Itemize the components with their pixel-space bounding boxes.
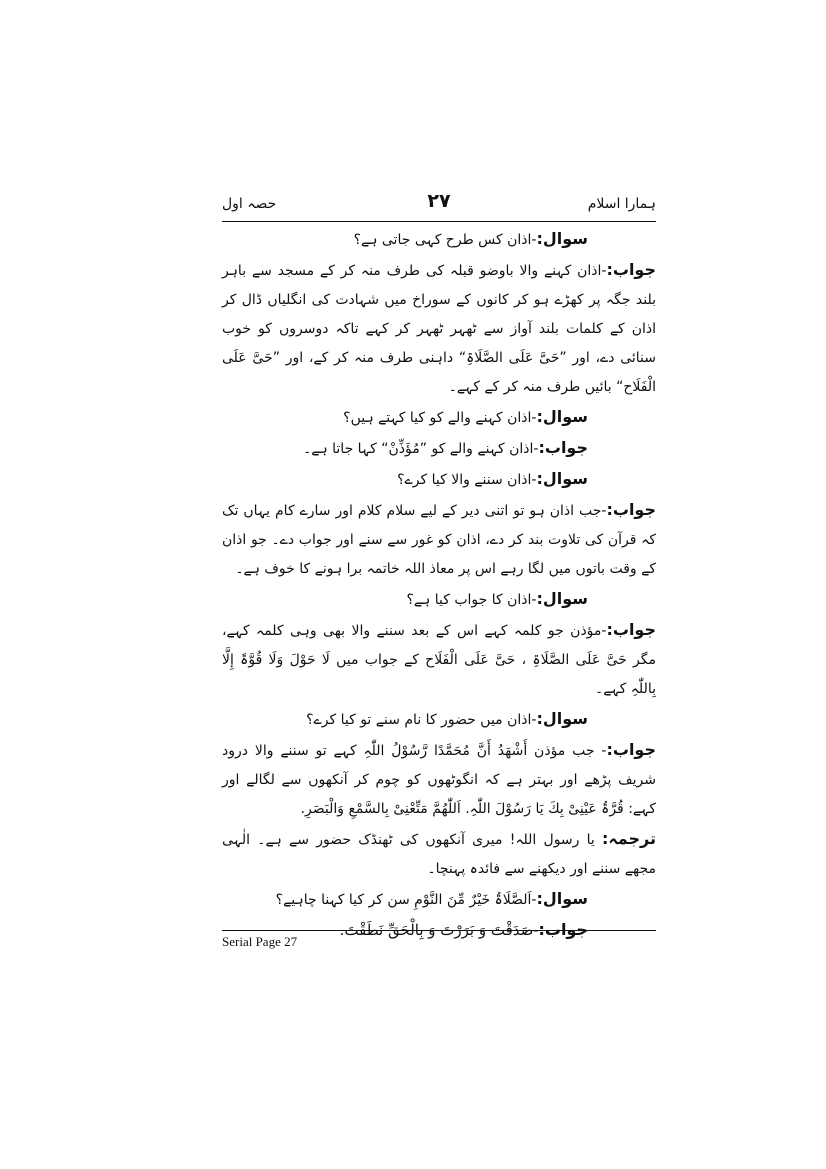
- question-paragraph: [222, 704, 656, 735]
- answer-paragraph: [222, 255, 656, 402]
- question-label: سوال:: [536, 229, 588, 248]
- question-paragraph: [222, 884, 656, 915]
- answer-label: جواب:: [538, 438, 588, 457]
- footer-rule: [222, 930, 656, 931]
- answer-paragraph: [222, 495, 656, 584]
- question-paragraph: [222, 464, 656, 495]
- header-rule: [222, 221, 656, 222]
- page-header: [222, 190, 656, 220]
- question-paragraph: [222, 402, 656, 433]
- answer-label: جواب:: [606, 260, 656, 279]
- question-text: -اذان سننے والا کیا کرے؟: [397, 472, 537, 488]
- page-number: ۲۷: [427, 190, 451, 212]
- serial-page-label: Serial Page 27: [222, 934, 298, 949]
- question-label: سوال:: [536, 589, 588, 608]
- question-label: سوال:: [536, 709, 588, 728]
- answer-text: -صَدَقْتَ وَ بَرَرْتَ وَ بِالْحَقِّ نَطَقْتَ.: [339, 921, 539, 939]
- page-content: [222, 224, 656, 946]
- question-paragraph: [222, 224, 656, 255]
- answer-label: جواب:: [538, 920, 588, 939]
- translation-label: ترجمہ:: [602, 829, 656, 848]
- question-text: -اذان کس طرح کہی جاتی ہے؟: [353, 232, 537, 248]
- answer-text: - جب مؤذن أَشْهَدُ أَنَّ مُحَمَّدًا رَّسُوْلُ اللّٰہِ کہے تو سننے والا درود شریف پڑھے اور بہتر ہے کہ انگوٹھوں کو چوم کر آنکھوں سے لگالے اور کہے: قُرَّۃُ عَیْنِیْ بِكَ یَا رَسُوْلَ اللّٰہِ. اَللّٰهُمَّ مَتِّعْنِیْ بِالسَّمْعِ وَالْبَصَرِ.: [222, 743, 656, 817]
- book-page: [222, 190, 656, 970]
- question-paragraph: [222, 584, 656, 615]
- book-title: ہمارا اسلام: [587, 196, 656, 212]
- answer-paragraph: [222, 615, 656, 704]
- answer-label: جواب:: [606, 740, 656, 759]
- question-label: سوال:: [536, 889, 588, 908]
- answer-text: -اذان کہنے والا باوضو قبلہ کی طرف منہ کر کے مسجد سے باہر بلند جگہ پر کھڑے ہو کر کانوں کے سوراخ میں شہادت کی انگلیاں ڈال کر اذان کے کلمات بلند آواز سے ٹھہر ٹھہر کر کہے تاکہ دوسروں کو خوب سنائی دے، اور ”حَیَّ عَلَی الصَّلَاۃِ“ داہنی طرف منہ کر کے، اور ”حَیَّ عَلَی الْفَلَاح“ بائیں طرف منہ کر کے کہے۔: [222, 263, 656, 395]
- question-label: سوال:: [536, 469, 588, 488]
- question-text: -اَلصَّلَاۃُ خَیْرٌ مِّنَ النَّوْمِ سن کر کیا کہنا چاہیے؟: [275, 892, 537, 908]
- answer-text: -اذان کہنے والے کو ”مُؤَذِّنْ“ کہا جاتا ہے۔: [303, 441, 539, 457]
- answer-label: جواب:: [606, 620, 656, 639]
- part-label: حصہ اول: [222, 196, 277, 212]
- question-text: -اذان کہنے والے کو کیا کہتے ہیں؟: [343, 410, 537, 426]
- answer-label: جواب:: [606, 500, 656, 519]
- translation-paragraph: [222, 824, 656, 884]
- answer-text: -جب اذان ہو تو اتنی دیر کے لیے سلام کلام اور سارے کام یہاں تک کہ قرآن کی تلاوت بند کر دے، اذان کو غور سے سنے اور جواب دے۔ جو اذان کے وقت باتوں میں لگا رہے اس پر معاذ اللہ خاتمہ برا ہونے کا خوف ہے۔: [222, 503, 656, 577]
- answer-paragraph: [222, 433, 656, 464]
- question-text: -اذان کا جواب کیا ہے؟: [406, 592, 537, 608]
- question-label: سوال:: [536, 407, 588, 426]
- answer-text: -مؤذن جو کلمہ کہے اس کے بعد سننے والا بھی وہی کلمہ کہے، مگر حَیَّ عَلَی الصَّلَاۃِ ، حَیَّ عَلَی الْفَلَاح کے جواب میں لَا حَوْلَ وَلَا قُوَّۃَ إِلَّا بِاللّٰہِ کہے۔: [222, 623, 656, 697]
- translation-text: یا رسول اللہ! میری آنکھوں کی ٹھنڈک حضور سے ہے۔ الٰہی مجھے سننے اور دیکھنے سے فائدہ پہنچا۔: [222, 832, 656, 877]
- answer-paragraph: [222, 735, 656, 824]
- question-text: -اذان میں حضور کا نام سنے تو کیا کرے؟: [306, 712, 537, 728]
